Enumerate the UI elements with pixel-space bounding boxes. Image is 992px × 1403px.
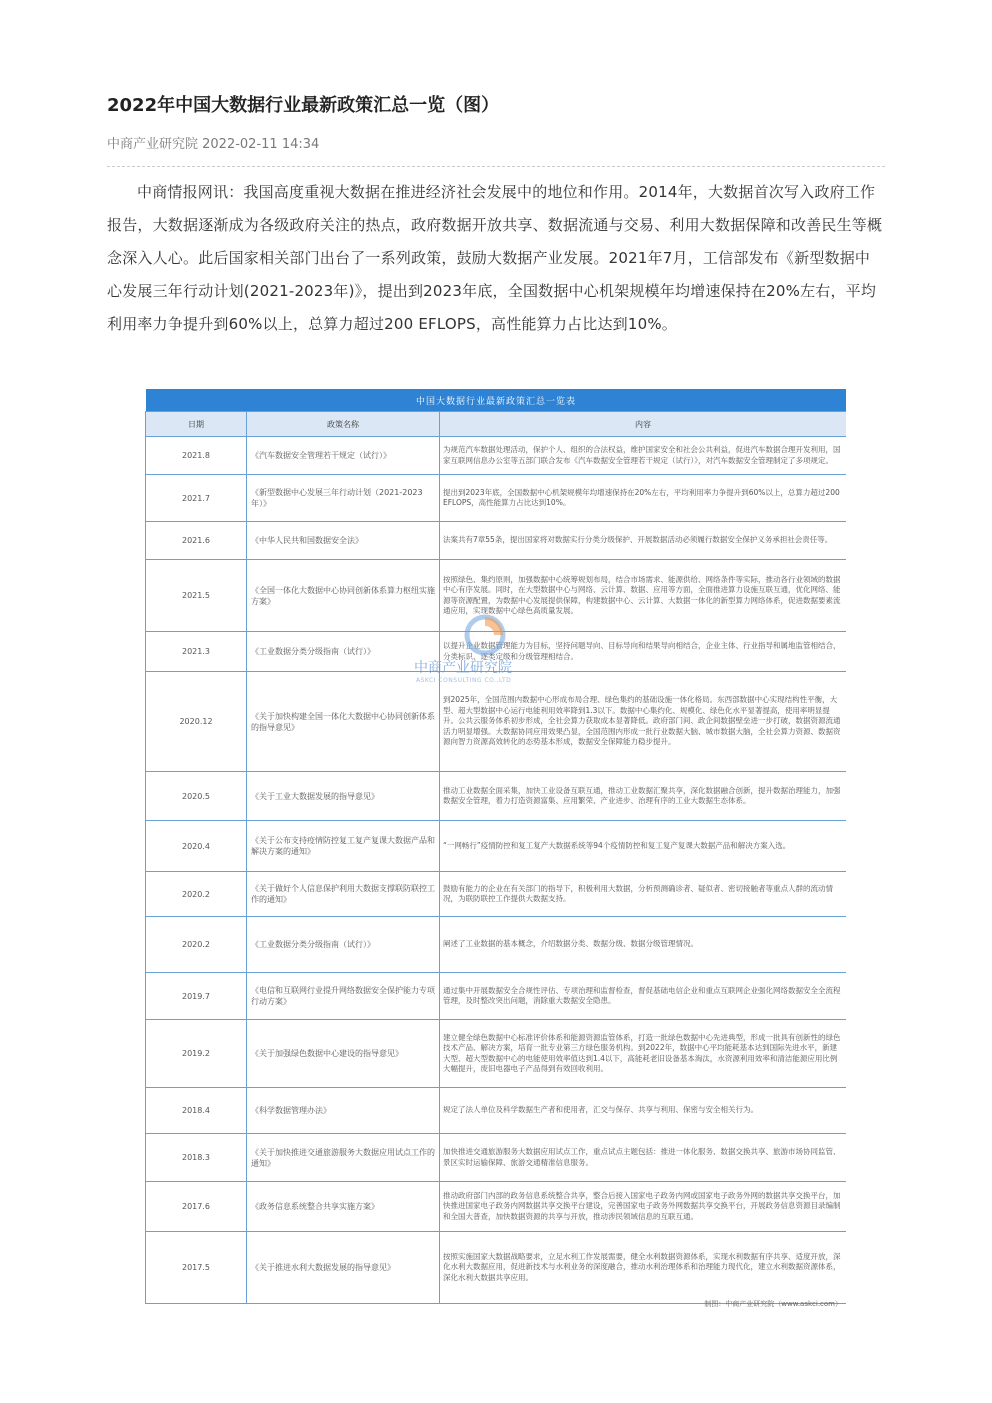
table-cell-policy: 《关于加快推进交通旅游服务大数据应用试点工作的通知》 — [247, 1134, 440, 1182]
table-cell-content: “一网畅行”疫情防控和复工复产大数据系统等94个疫情防控和复工复产复课大数据产品和解决方案入选。 — [440, 821, 847, 872]
table-cell-policy: 《关于公布支持疫情防控复工复产复课大数据产品和解决方案的通知》 — [247, 821, 440, 872]
table-cell-date: 2021.5 — [146, 560, 247, 632]
article-title: 2022年中国大数据行业最新政策汇总一览（图） — [107, 95, 500, 116]
table-cell-policy: 《新型数据中心发展三年行动计划（2021-2023年）》 — [247, 475, 440, 522]
table-cell-date: 2020.2 — [146, 917, 247, 973]
table-cell-date: 2017.6 — [146, 1182, 247, 1232]
table-cell-date: 2021.3 — [146, 632, 247, 672]
table-cell-policy: 《全国一体化大数据中心协同创新体系算力枢纽实施方案》 — [247, 560, 440, 632]
table-cell-date: 2018.4 — [146, 1088, 247, 1134]
table-row — [146, 437, 847, 475]
table-cell-content: 按照绿色、集约原则，加强数据中心统筹规划布局，结合市场需求、能源供给、网络条件等实际，推动各行业领域的数据中心有序发展。同时，在大型数据中心与网络、云计算、数据、应用等方面，全面推进算力设施互联互通，优化网络、能源等资源配置，为数据中心发展提供保障，构建数据中心、云计算、大数据一体化的新型算力网络体系，促进数据要素流通应用，实现数据中心绿色高质量发展。 — [440, 560, 847, 632]
table-cell-date: 2020.4 — [146, 821, 247, 872]
table-row — [146, 632, 847, 672]
table-row — [146, 872, 847, 917]
table-source: 制图：中商产业研究院（www.askci.com） — [704, 1300, 842, 1308]
table-row — [146, 522, 847, 560]
column-header-date: 日期 — [146, 412, 247, 437]
table-row — [146, 672, 847, 772]
table-cell-policy: 《汽车数据安全管理若干规定（试行）》 — [247, 437, 440, 475]
table-cell-content: 建立健全绿色数据中心标准评价体系和能源资源监管体系，打造一批绿色数据中心先进典型，形成一批具有创新性的绿色技术产品、解决方案，培育一批专业第三方绿色服务机构。到2022年，数据中心平均能耗基本达到国际先进水平，新建大型、超大型数据中心的电能使用效率值达到1.4以下，高能耗老旧设备基本淘汰，水资源利用效率和清洁能源应用比例大幅提升，废旧电器电子产品得到有效回收利用。 — [440, 1020, 847, 1088]
article-meta: 中商产业研究院 2022-02-11 14:34 — [107, 137, 320, 152]
table-cell-date: 2020.5 — [146, 772, 247, 821]
table-row — [146, 1020, 847, 1088]
table-row — [146, 973, 847, 1020]
table-cell-content: 提出到2023年底，全国数据中心机架规模年均增速保持在20%左右，平均利用率力争提升到60%以上，总算力超过200 EFLOPS，高性能算力占比达到10%。 — [440, 475, 847, 522]
policy-table — [145, 389, 846, 1304]
watermark-text: 中商产业研究院 — [414, 660, 512, 676]
table-cell-content: 按照实施国家大数据战略要求，立足水利工作发展需要，健全水利数据资源体系，实现水利数据有序共享、适度开放，深化水利大数据应用，促进新技术与水利业务的深度融合，推动水利治理体系和治理能力现代化，建立水利数据资源体系，深化水利大数据共享应用。 — [440, 1232, 847, 1304]
table-cell-policy: 《关于工业大数据发展的指导意见》 — [247, 772, 440, 821]
table-row — [146, 772, 847, 821]
table-body — [146, 437, 847, 1304]
table-row — [146, 821, 847, 872]
table-cell-policy: 《关于加强绿色数据中心建设的指导意见》 — [247, 1020, 440, 1088]
table-cell-date: 2021.7 — [146, 475, 247, 522]
table-cell-content: 推动工业数据全面采集，加快工业设备互联互通，推动工业数据汇聚共享，深化数据融合创新，提升数据治理能力，加强数据安全管理，着力打造资源富集、应用繁荣、产业进步、治理有序的工业大数据生态体系。 — [440, 772, 847, 821]
table-cell-content: 加快推进交通旅游服务大数据应用试点工作，重点试点主题包括：推进一体化服务、数据交换共享、旅游市场协同监管、景区实时运输保障、旅游交通精准信息服务。 — [440, 1134, 847, 1182]
article-paragraph: 中商情报网讯：我国高度重视大数据在推进经济社会发展中的地位和作用。2014年，大数据首次写入政府工作报告，大数据逐渐成为各级政府关注的热点，政府数据开放共享、数据流通与交易、利用大数据保障和改善民生等概念深入人心。此后国家相关部门出台了一系列政策，鼓励大数据产业发展。2021年7月，工信部发布《新型数据中心发展三年行动计划(2021-2023年)》，提出到2023年底，全国数据中心机架规模年均增速保持在20%左右，平均利用率力争提升到60%以上，总算力超过200 EFLOPS，高性能算力占比达到10%。 — [107, 183, 883, 333]
table-cell-policy: 《电信和互联网行业提升网络数据安全保护能力专项行动方案》 — [247, 973, 440, 1020]
table-cell-policy: 《关于加快构建全国一体化大数据中心协同创新体系的指导意见》 — [247, 672, 440, 772]
table-cell-policy: 《政务信息系统整合共享实施方案》 — [247, 1182, 440, 1232]
table-cell-content: 推动政府部门内部的政务信息系统整合共享，整合后接入国家电子政务内网或国家电子政务外网的数据共享交换平台，加快推进国家电子政务内网数据共享交换平台建设，完善国家电子政务外网数据共享交换平台，开展政务信息资源目录编制和全国大普查，加快数据资源的共享与开放，推动涉民领域信息的互联互通。 — [440, 1182, 847, 1232]
table-cell-policy: 《工业数据分类分级指南（试行）》 — [247, 632, 440, 672]
table-cell-content: 通过集中开展数据安全合规性评估、专项治理和监督检查，督促基础电信企业和重点互联网企业强化网络数据安全全流程管理，及时整改突出问题，消除重大数据安全隐患。 — [440, 973, 847, 1020]
table-cell-content: 鼓励有能力的企业在有关部门的指导下，积极利用大数据，分析预测确诊者、疑似者、密切接触者等重点人群的流动情况，为联防联控工作提供大数据支持。 — [440, 872, 847, 917]
divider — [107, 166, 885, 167]
table-row — [146, 1182, 847, 1232]
table-cell-content: 阐述了工业数据的基本概念，介绍数据分类、数据分级、数据分级管理情况。 — [440, 917, 847, 973]
table-cell-date: 2019.2 — [146, 1020, 247, 1088]
table-cell-policy: 《科学数据管理办法》 — [247, 1088, 440, 1134]
table-cell-policy: 《关于推进水利大数据发展的指导意见》 — [247, 1232, 440, 1304]
table-cell-date: 2020.12 — [146, 672, 247, 772]
table-row — [146, 1134, 847, 1182]
table-row — [146, 1232, 847, 1304]
column-header-policy: 政策名称 — [247, 412, 440, 437]
table-cell-date: 2018.3 — [146, 1134, 247, 1182]
table-caption: 中国大数据行业最新政策汇总一览表 — [146, 389, 847, 412]
column-header-content: 内容 — [440, 412, 847, 437]
table-cell-policy: 《工业数据分类分级指南（试行）》 — [247, 917, 440, 973]
table-cell-content: 规定了法人单位及科学数据生产者和使用者，汇交与保存、共享与利用、保密与安全相关行为。 — [440, 1088, 847, 1134]
table-cell-date: 2020.2 — [146, 872, 247, 917]
table-row — [146, 1088, 847, 1134]
table-cell-content: 到2025年，全国范围内数据中心形成布局合理、绿色集约的基础设施一体化格局。东西部数据中心实现结构性平衡，大型、超大型数据中心运行电能利用效率降到1.3以下。数据中心集约化、规模化、绿色化水平显著提高，使用率明显提升。公共云服务体系初步形成，全社会算力获取成本显著降低。政府部门间、政企间数据壁垒进一步打破，数据资源流通活力明显增强。大数据协同应用效果凸显，全国范围内形成一批行业数据大脑、城市数据大脑，全社会算力资源、数据资源向智力资源高效转化的态势基本形成，数据安全保障能力稳步提升。 — [440, 672, 847, 772]
table-row — [146, 560, 847, 632]
table-cell-date: 2021.8 — [146, 437, 247, 475]
table-row — [146, 917, 847, 973]
table-cell-date: 2017.5 — [146, 1232, 247, 1304]
table-cell-policy: 《关于做好个人信息保护利用大数据支撑联防联控工作的通知》 — [247, 872, 440, 917]
watermark-subtext: ASKCI CONSULTING CO.,LTD — [416, 677, 512, 684]
table-cell-date: 2019.7 — [146, 973, 247, 1020]
table-cell-content: 为规范汽车数据处理活动，保护个人、组织的合法权益，维护国家安全和社会公共利益，促进汽车数据合理开发利用，国家互联网信息办公室等五部门联合发布《汽车数据安全管理若干规定（试行）》，对汽车数据安全管理制定了多项规定。 — [440, 437, 847, 475]
table-row — [146, 475, 847, 522]
table-cell-policy: 《中华人民共和国数据安全法》 — [247, 522, 440, 560]
table-cell-date: 2021.6 — [146, 522, 247, 560]
table-cell-content: 法案共有7章55条，提出国家将对数据实行分类分级保护、开展数据活动必须履行数据安全保护义务承担社会责任等。 — [440, 522, 847, 560]
table-cell-content: 以提升企业数据管理能力为目标，坚持问题导向、目标导向和结果导向相结合，企业主体、行业指导和属地监管相结合，分类标识、逐类定级和分级管理相结合。 — [440, 632, 847, 672]
policy-table-image — [145, 389, 846, 1315]
